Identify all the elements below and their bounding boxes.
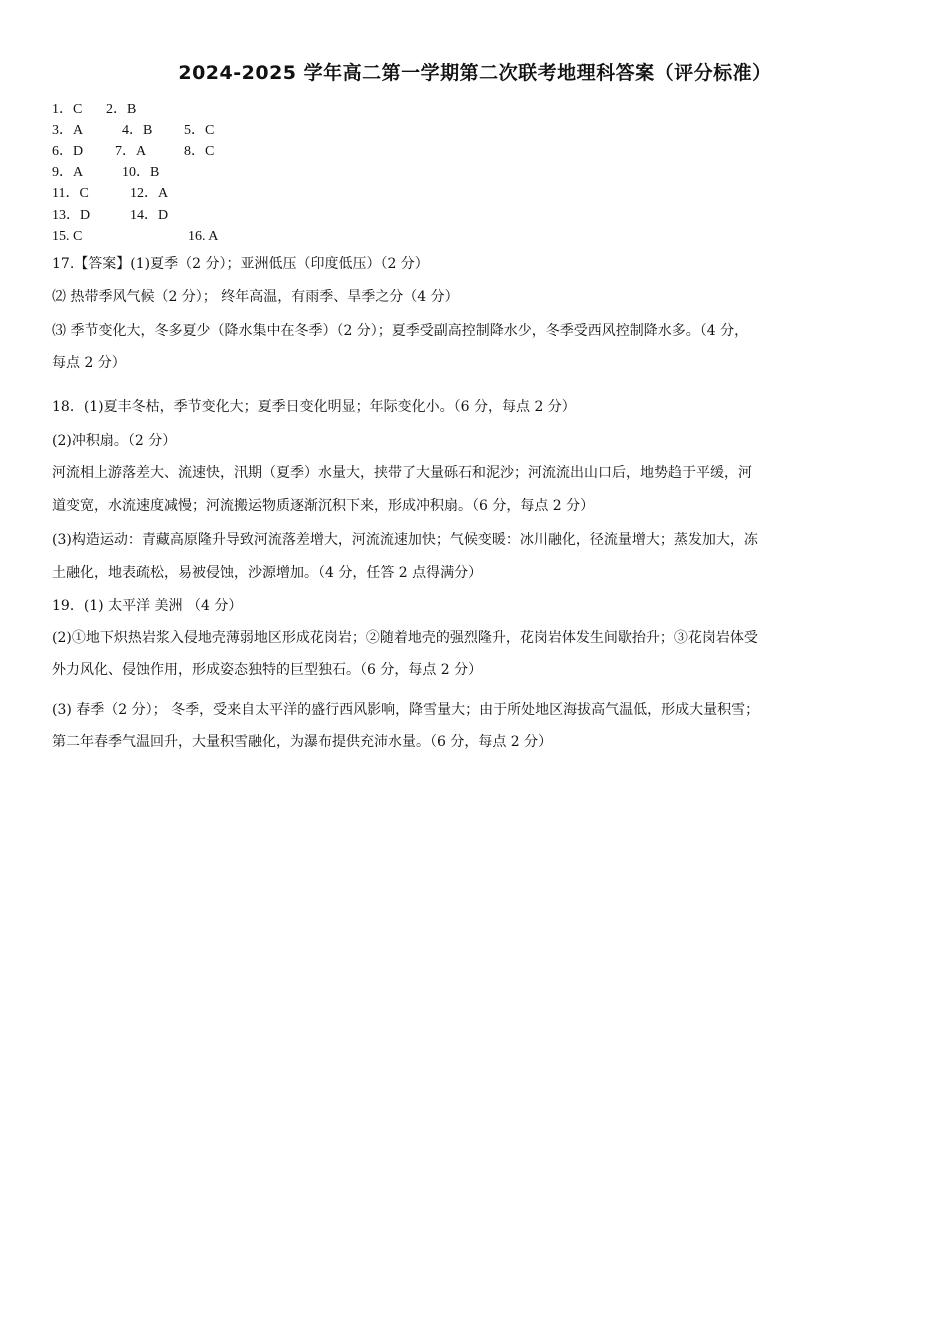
mc-answer: 11．C <box>52 186 89 201</box>
mc-answer: 14．D <box>130 208 169 223</box>
q17-part3: ⑶ 季节变化大，冬多夏少（降水集中在冬季）（2 分）；夏季受副高控制降水少，冬季受西风控制降水多。（4 分， <box>52 323 749 339</box>
q18-part3-line1: (3)构造运动：青藏高原隆升导致河流落差增大，河流流速加快；气候变暖：冰川融化，径流量增大；蒸发加大，冻 <box>52 532 758 548</box>
mc-answer: 2．B <box>106 102 137 117</box>
mc-answer: 3．A <box>52 123 84 138</box>
mc-answer: 8．C <box>184 144 215 159</box>
mc-answer: 13．D <box>52 208 91 223</box>
q18-part2: (2)冲积扇。（2 分） <box>52 433 177 449</box>
mc-answer: 10．B <box>122 165 160 180</box>
q18-part2-line2: 道变宽，水流速度减慢；河流搬运物质逐渐沉积下来，形成冲积扇。（6 分，每点 2 分） <box>52 498 595 514</box>
q17-part3-cont: 每点 2 分） <box>52 355 126 371</box>
mc-answer: 12．A <box>130 186 169 201</box>
q19-part3-line1: (3) 春季（2 分）； 冬季，受来自太平洋的盛行西风影响，降雪量大；由于所处地区海拔高气温低，形成大量积雪； <box>52 702 760 718</box>
q18-part2-line1: 河流相上游落差大、流速快，汛期（夏季）水量大，挟带了大量砾石和泥沙；河流流出山口后，地势趋于平缓，河 <box>52 465 752 481</box>
mc-answer: 4．B <box>122 123 153 138</box>
q17-part1: 17.【答案】(1)夏季（2 分）；亚洲低压（印度低压）（2 分） <box>52 256 429 272</box>
mc-answer: 16. A <box>188 229 219 244</box>
mc-answer: 6．D <box>52 144 84 159</box>
mc-answer: 7．A <box>115 144 147 159</box>
q18-part3-line2: 土融化，地表疏松，易被侵蚀，沙源增加。（4 分，任答 2 点得满分） <box>52 565 483 581</box>
q19-part3-line2: 第二年春季气温回升，大量积雪融化，为瀑布提供充沛水量。（6 分，每点 2 分） <box>52 734 553 750</box>
q19-part1: 19．(1) 太平洋 美洲 （4 分） <box>52 598 243 614</box>
mc-answer: 9．A <box>52 165 84 180</box>
mc-answer: 1．C <box>52 102 83 117</box>
q18-part1: 18．(1)夏丰冬枯，季节变化大；夏季日变化明显；年际变化小。（6 分，每点 2 分） <box>52 399 576 415</box>
q17-part2: ⑵ 热带季风气候（2 分）； 终年高温，有雨季、旱季之分（4 分） <box>52 289 459 305</box>
q19-part2-line2: 外力风化、侵蚀作用，形成姿态独特的巨型独石。（6 分，每点 2 分） <box>52 662 483 678</box>
mc-answer: 15. C <box>52 229 83 244</box>
page-title: 2024-2025 学年高二第一学期第二次联考地理科答案（评分标准） <box>178 62 772 84</box>
mc-answer: 5．C <box>184 123 215 138</box>
q19-part2-line1: (2)①地下炽热岩浆入侵地壳薄弱地区形成花岗岩；②随着地壳的强烈隆升，花岗岩体发生间歇抬升；③花岗岩体受 <box>52 630 758 646</box>
